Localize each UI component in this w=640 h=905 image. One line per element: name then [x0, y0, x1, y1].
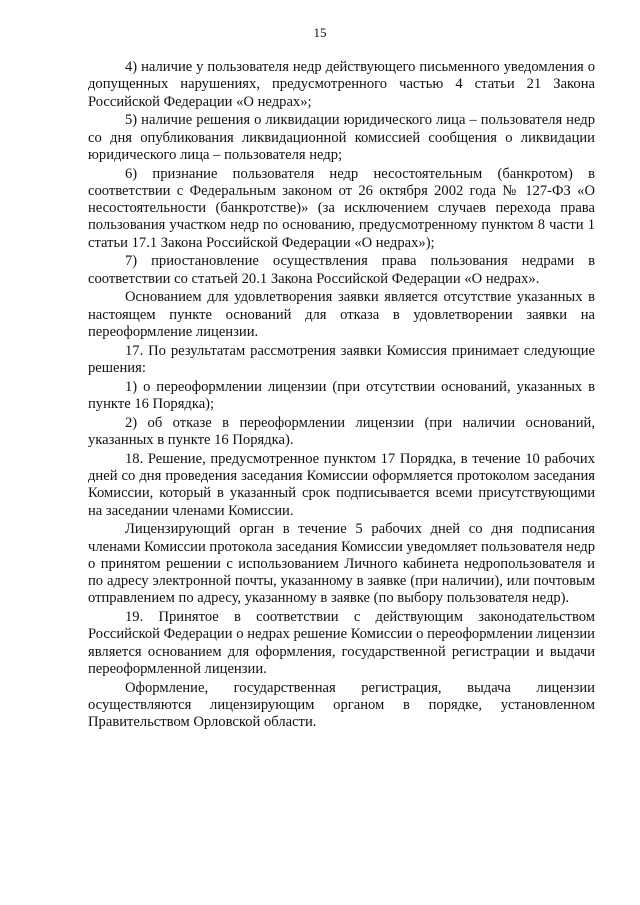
paragraph-registration: Оформление, государственная регистрация, выдача лицензии осуществляются лицензирующим органом в порядке, установленном Правительством Орловской области.	[88, 679, 595, 731]
paragraph-decision-1: 1) о переоформлении лицензии (при отсутствии оснований, указанных в пункте 16 Порядка);	[88, 378, 595, 412]
paragraph-notification: Лицензирующий орган в течение 5 рабочих дней со дня подписания членами Комиссии протокола заседания Комиссии уведомляет пользователя недр о принятом решении с использованием Личного кабинета недропользователя и по адресу электронной почты, указанному в заявке (при наличии), или почтовым отправлением по адресу, указанному в заявке (по выбору пользователя недр).	[88, 521, 595, 607]
paragraph-clause-19: 19. Принятое в соответствии с действующим законодательством Российской Федерации о недрах решение Комиссии о переоформлении лицензии является основанием для оформления, государственной регистрации и выдачи переоформленной лицензии.	[88, 609, 595, 677]
paragraph-item-7: 7) приостановление осуществления права пользования недрами в соответствии со статьей 20.1 Закона Российской Федерации «О недрах».	[88, 253, 595, 287]
paragraph-item-4: 4) наличие у пользователя недр действующего письменного уведомления о допущенных нарушениях, предусмотренного частью 4 статьи 21 Закона Российской Федерации «О недрах»;	[88, 59, 595, 110]
paragraph-clause-17: 17. По результатам рассмотрения заявки Комиссия принимает следующие решения:	[88, 342, 595, 376]
document-body	[88, 59, 595, 733]
page-number: 15	[313, 25, 327, 40]
paragraph-basis: Основанием для удовлетворения заявки является отсутствие указанных в настоящем пункте оснований для отказа в удовлетворении заявки на переоформление лицензии.	[88, 289, 595, 341]
paragraph-decision-2: 2) об отказе в переоформлении лицензии (при наличии оснований, указанных в пункте 16 Порядка).	[88, 414, 595, 448]
paragraph-clause-18: 18. Решение, предусмотренное пунктом 17 Порядка, в течение 10 рабочих дней со дня проведения заседания Комиссии оформляется протоколом заседания Комиссии, который в указанный срок подписывается всеми присутствующими на заседании членами Комиссии.	[88, 450, 595, 519]
paragraph-item-6: 6) признание пользователя недр несостоятельным (банкротом) в соответствии с Федеральным законом от 26 октября 2002 года № 127-ФЗ «О несостоятельности (банкротстве)» (за исключением случаев перехода права пользования участком недр по основанию, предусмотренному пунктом 8 части 1 статьи 17.1 Закона Российской Федерации «О недрах»);	[88, 165, 595, 251]
paragraph-item-5: 5) наличие решения о ликвидации юридического лица – пользователя недр со дня опубликования ликвидационной комиссией сообщения о ликвидации юридического лица – пользователя недр;	[88, 112, 595, 163]
